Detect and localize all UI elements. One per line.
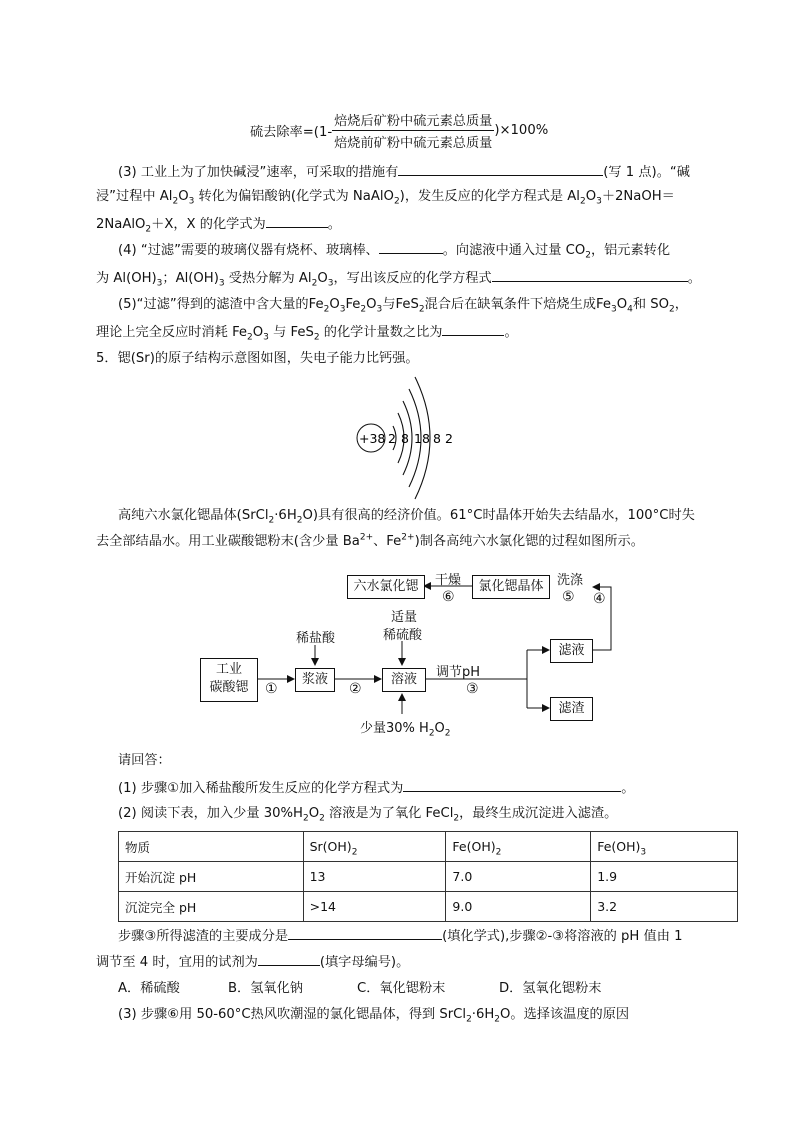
formula-rhs: )×100%	[494, 123, 549, 138]
precipitation-ph-table	[118, 831, 738, 922]
box-raw-strontium-carbonate: 工业 碳酸锶	[200, 658, 258, 702]
label-h2o2: 少量30% $H_2O_2$	[360, 721, 451, 739]
table-cell: 9.0	[446, 892, 591, 922]
answer-q2: (2) 阅读下表，加入少量 $30\%H_2O_2$ 溶液是为了氧化 FeCl$_2$，最终生成沉淀进入滤渣。	[118, 806, 618, 824]
formula-numerator: 焙烧后矿粉中硫元素总质量	[332, 110, 494, 131]
option-c[interactable]: C．氧化锶粉末	[357, 981, 446, 996]
option-b[interactable]: B．氢氧化钠	[228, 981, 303, 996]
table-cell: 13	[303, 862, 446, 892]
nucleus-charge: +38	[359, 431, 386, 446]
q4-line-2: 为 $Al(OH)_3$；$Al(OH)_3$ 受热分解为 $Al_2O_3$，写出该反应的化学方程式 。	[96, 268, 701, 288]
label-dry: 干燥	[435, 573, 462, 588]
table-cell: 1.9	[591, 862, 738, 892]
table-header-cell: 物质	[119, 832, 304, 862]
formula-denominator: 焙烧前矿粉中硫元素总质量	[334, 136, 493, 151]
table-cell: 沉淀完全 pH	[119, 892, 304, 922]
shell-count-4: 8	[433, 431, 441, 446]
q4-line-1: (4) “过滤”需要的玻璃仪器有烧杯、玻璃棒、 。向滤液中通入过量 $CO_2$，铝元素转化	[118, 240, 670, 260]
option-a[interactable]: A．稀硫酸	[118, 981, 180, 996]
after-table-line-2: 调节至 4 时，宜用的试剂为 (填字母编号)。	[96, 952, 409, 972]
step-6: ⑥	[442, 589, 455, 605]
shell-count-5: 2	[445, 431, 453, 446]
box-filtrate: 滤液	[550, 639, 593, 663]
label-wash: 洗涤	[557, 573, 584, 588]
label-adjust-ph: 调节pH	[436, 665, 481, 680]
table-header-cell: $Sr(OH)_2$	[303, 832, 446, 862]
table-cell: 7.0	[446, 862, 591, 892]
table-cell: 3.2	[591, 892, 738, 922]
box-hexahydrate-product: 六水氯化锶	[347, 575, 425, 599]
label-hcl: 稀盐酸	[296, 631, 336, 646]
step-5: ⑤	[562, 589, 575, 605]
residue-component-blank[interactable]	[288, 926, 442, 940]
table-cell: 开始沉淀 pH	[119, 862, 304, 892]
table-row	[119, 862, 738, 892]
q5-line-1: (5)“过滤”得到的滤渣中含大量的$Fe_2O_3Fe_2O_3$与FeS$_2$混合后在缺氧条件下焙烧生成$Fe_3O_4$和 $SO_2$，	[118, 297, 688, 315]
label-h2so4-amount: 适量	[391, 610, 418, 625]
q3-line-2: 浸”过程中 $Al_2O_3$ 转化为偏铝酸钠(化学式为 NaAlO$_2$)，发生反应的化学方程式是 $Al_2O_3+2NaOH=$	[96, 189, 675, 207]
table-header-row	[119, 832, 738, 862]
answer-q1: (1) 步骤①加入稀盐酸所发生反应的化学方程式为 。	[118, 778, 634, 798]
formula-lhs: 硫去除率=(1-	[250, 125, 333, 140]
table-header-cell: $Fe(OH)_2$	[446, 832, 591, 862]
problem5-intro: 5．锶(Sr)的原子结构示意图如图，失电子能力比钙强。	[96, 351, 419, 366]
step-3: ③	[466, 681, 479, 697]
shell-count-1: 2	[388, 431, 396, 446]
q5-line-2: 理论上完全反应时消耗 $Fe_2O_3$ 与 FeS$_2$ 的化学计量数之比为 。	[96, 322, 518, 342]
reagent-choice-blank[interactable]	[258, 952, 320, 966]
problem5-paragraph-line-2: 去全部结晶水。用工业碳酸锶粉末(含少量 $Ba^{2+}$、$Fe^{2+}$)制各高纯六水氯化锶的过程如图所示。	[96, 532, 644, 549]
q3-line-1: (3) 工业上为了加快碱浸”速率，可采取的措施有 (写 1 点)。“碱	[118, 162, 690, 182]
table-row	[119, 892, 738, 922]
step-1: ①	[265, 681, 278, 697]
answer-prompt: 请回答：	[118, 753, 171, 768]
shell-count-3: 18	[414, 431, 430, 446]
q3-line-3: 2NaAlO$_2$＋X，X 的化学式为 。	[96, 214, 341, 234]
table-cell: >14	[303, 892, 446, 922]
box-residue: 滤渣	[550, 697, 593, 721]
table-header-cell: $Fe(OH)_3$	[591, 832, 738, 862]
problem5-paragraph-line-1: 高纯六水氯化锶晶体$(SrCl_2\cdot 6H_2O)$具有很高的经济价值。61°C时晶体开始失去结晶水，100°C时失	[118, 508, 695, 526]
box-solution: 溶液	[382, 668, 426, 692]
shell-count-2: 8	[401, 431, 409, 446]
step-4: ④	[593, 591, 606, 607]
box-slurry: 浆液	[295, 668, 335, 692]
label-h2so4: 稀硫酸	[383, 628, 423, 643]
step-2: ②	[349, 681, 362, 697]
answer-q1-blank[interactable]	[403, 778, 621, 792]
answer-q3: (3) 步骤⑥用 50-60°C热风吹潮湿的氯化锶晶体，得到 $SrCl_2\cdot 6H_2O$。选择该温度的原因	[118, 1007, 630, 1025]
option-d[interactable]: D．氢氧化锶粉末	[499, 981, 602, 996]
box-strontium-chloride-crystal: 氯化锶晶体	[472, 575, 550, 599]
after-table-line-1: 步骤③所得滤渣的主要成分是 (填化学式),步骤②-③将溶液的 pH 值由 1	[118, 926, 682, 946]
